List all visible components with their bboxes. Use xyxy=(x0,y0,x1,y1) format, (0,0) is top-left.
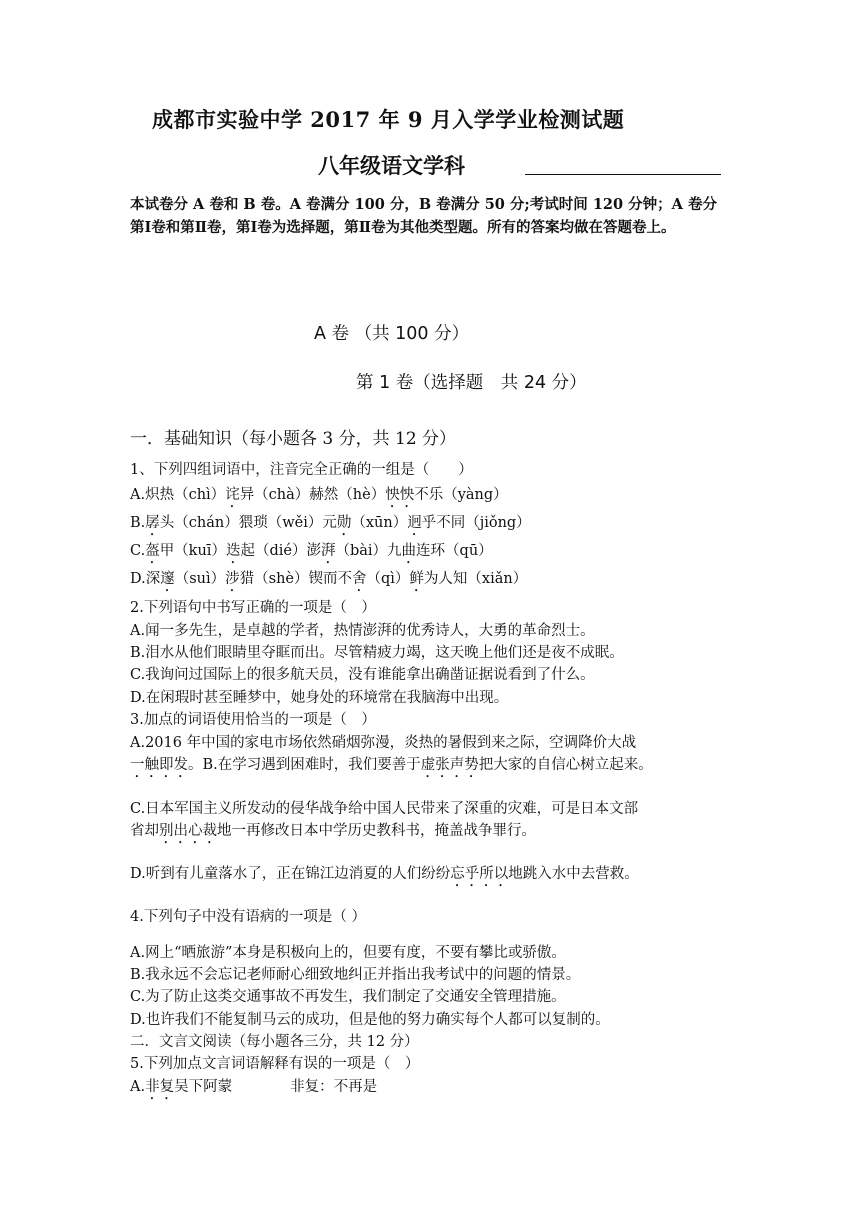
text-segment: 地跳入水中去营救。 xyxy=(508,866,639,882)
dotted-word: 涉 xyxy=(225,571,240,587)
q4-option-b: B.我永远不会忘记老师耐心细致地纠正并指出我考试中的问题的情景。 xyxy=(130,967,581,983)
q3-option-c-line2 xyxy=(130,819,536,847)
exam-instructions: 本试卷分 A 卷和 B 卷。A 卷满分 100 分，B 卷满分 50 分;考试时间 120 分钟；A 卷分第Ⅰ卷和第Ⅱ卷，第Ⅰ卷为选择题，第Ⅱ卷为其他类型题。所有的答案均做在答题卷上。 xyxy=(130,196,717,236)
text-segment: 吴下阿蒙 xyxy=(174,1079,233,1095)
text-segment: （qì） xyxy=(366,571,410,587)
text-segment: A. xyxy=(130,1079,146,1095)
text-segment: （bài）九 xyxy=(335,543,402,559)
text-segment: D.深 xyxy=(130,571,161,587)
text-segment: 为人知（xiǎn） xyxy=(423,571,528,587)
q2-option-d: D.在闲瑕时甚至睡梦中，她身处的环境常在我脑海中出现。 xyxy=(130,690,509,706)
text-segment: 连环（qū） xyxy=(416,543,493,559)
text-segment: D.听到有儿童落水了，正在锦江边消夏的人们纷纷 xyxy=(130,866,451,882)
dotted-word: 迭 xyxy=(225,543,241,559)
section-a-heading: A 卷 （共 100 分） xyxy=(314,324,470,344)
text-segment: 。B.在学习遇到困难时，我们要善于 xyxy=(188,757,421,773)
q1-option-d xyxy=(130,567,527,595)
text-segment: 甲（kuī） xyxy=(159,543,226,559)
text-segment: 地一再修改日本中学历史教科书，掩盖战争罪行。 xyxy=(217,823,536,839)
q5-option-a xyxy=(130,1075,377,1103)
dotted-word: 舍 xyxy=(352,571,367,587)
text-segment: 把大家的自信心树立起来。 xyxy=(478,757,653,773)
text-segment: A.炽热（chì） xyxy=(130,487,226,503)
text-segment: 猎（shè）锲而不 xyxy=(239,571,353,587)
q3-option-a-line1: A.2016 年中国的家电市场依然硝烟弥漫，炎热的暑假到来之际，空调降价大战 xyxy=(130,735,637,751)
dotted-word: 别出心裁 xyxy=(159,823,217,839)
text-segment: 头（chán）猥琐（wěi）元 xyxy=(159,515,337,531)
q4-stem: 4.下列句子中没有语病的一项是（ ） xyxy=(130,909,366,925)
text-segment: 乎不同（jiǒng） xyxy=(421,515,531,531)
dotted-word: 邃 xyxy=(160,571,175,587)
dotted-word: 湃 xyxy=(320,543,336,559)
q3-option-d xyxy=(130,862,639,890)
q2-stem: 2.下列语句中书写正确的一项是（ ） xyxy=(130,600,376,616)
q3-option-c-line1: C.日本军国主义所发动的侵华战争给中国人民带来了深重的灾难，可是日本文部 xyxy=(130,801,639,817)
q1-option-b xyxy=(130,511,531,539)
dotted-word: 勋 xyxy=(336,515,352,531)
text-segment: 非复：不再是 xyxy=(290,1079,378,1095)
text-segment: B. xyxy=(130,515,146,531)
q4-option-d: D.也许我们不能复制马云的成功，但是他的努力确实每个人都可以复制的。 xyxy=(130,1012,610,1028)
q3-stem: 3.加点的词语使用恰当的一项是（ ） xyxy=(130,712,376,728)
exam-title: 成都市实验中学 2017 年 9 月入学学业检测试题 xyxy=(152,107,625,132)
text-segment: C. xyxy=(130,543,146,559)
q1-stem: 1、下列四组词语中，注音完全正确的一组是（ ） xyxy=(130,462,473,478)
q1-option-c xyxy=(130,539,493,567)
dotted-word: 盔 xyxy=(145,543,160,559)
text-segment: 异（chà）赫然（hè） xyxy=(239,487,386,503)
q2-option-c: C.我询问过国际上的很多航天员，没有谁能拿出确凿证据说看到了什么。 xyxy=(130,667,595,683)
text-segment: （suì） xyxy=(174,571,226,587)
q5-stem: 5.下列加点文言词语解释有误的一项是（ ） xyxy=(130,1056,420,1072)
name-blank-line xyxy=(525,174,721,175)
dotted-word: 非复 xyxy=(145,1079,175,1095)
dotted-word: 忘乎所以 xyxy=(450,866,509,882)
dotted-word: 一触即发 xyxy=(130,757,188,773)
part2-heading: 二．文言文阅读（每小题各三分，共 12 分） xyxy=(130,1034,419,1050)
text-segment: 起（dié）澎 xyxy=(240,543,321,559)
q1-option-a xyxy=(130,483,508,511)
q4-option-c: C.为了防止这类交通事故不再发生，我们制定了交通安全管理措施。 xyxy=(130,989,566,1005)
dotted-word: 虚张声势 xyxy=(420,757,479,773)
dotted-word: 怏怏 xyxy=(385,487,415,503)
q2-option-a: A.闻一多先生，是卓越的学者，热情澎湃的优秀诗人，大勇的革命烈士。 xyxy=(130,623,595,639)
q3-option-a-line2 xyxy=(130,753,653,781)
text-segment: 不乐（yàng） xyxy=(414,487,508,503)
dotted-word: 孱 xyxy=(145,515,160,531)
dotted-word: 迥 xyxy=(407,515,422,531)
part1-heading: 一．基础知识（每小题各 3 分，共 12 分） xyxy=(130,429,457,449)
q2-option-b: B.泪水从他们眼睛里夺眶而出。尽管精疲力竭，这天晚上他们还是夜不成眠。 xyxy=(130,645,624,661)
dotted-word: 鲜 xyxy=(409,571,424,587)
q4-option-a: A.网上“晒旅游”本身是积极向上的，但要有度，不要有攀比或骄傲。 xyxy=(130,945,566,961)
text-segment: 省却 xyxy=(130,823,159,839)
exam-subtitle: 八年级语文学科 xyxy=(318,153,465,178)
volume-1-heading: 第 1 卷（选择题 共 24 分） xyxy=(356,373,587,393)
text-segment: （xūn） xyxy=(351,515,408,531)
dotted-word: 曲 xyxy=(401,543,417,559)
dotted-word: 诧 xyxy=(225,487,240,503)
